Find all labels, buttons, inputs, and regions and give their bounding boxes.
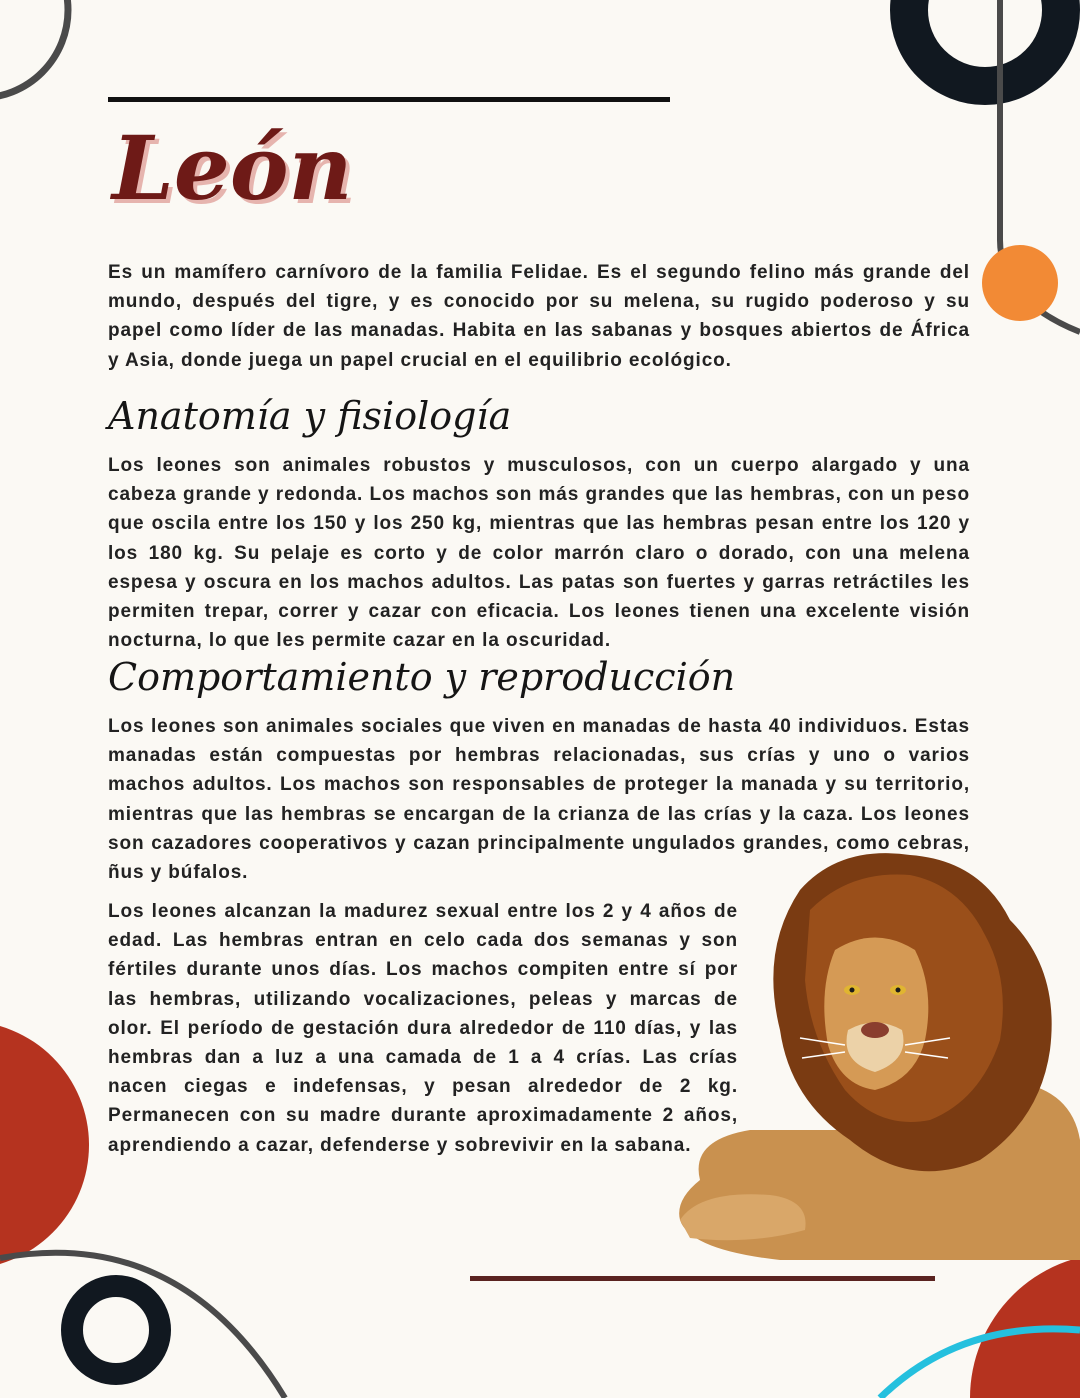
bottom-left-ring xyxy=(72,1286,160,1374)
lion-illustration xyxy=(660,840,1080,1260)
intro-paragraph: Es un mamífero carnívoro de la familia Felidae. Es el segundo felino más grande del mundo, después del tigre, y es conocido por su melena, su rugido poderoso y su papel como líder de las manadas. Habita en las sabanas y bosques abiertos de África y Asia, donde juega un papel crucial en el equilibrio ecológico. xyxy=(108,262,970,371)
top-right-ring xyxy=(909,0,1061,86)
orange-dot xyxy=(982,245,1058,321)
bottom-rule xyxy=(470,1276,935,1281)
lion-left-pupil xyxy=(850,988,855,993)
top-left-arc xyxy=(0,0,68,98)
section-heading-behavior: Comportamiento y reproducción xyxy=(108,655,736,699)
page-title: León xyxy=(112,116,353,220)
bottom-left-red-circle xyxy=(0,1021,89,1269)
lion-right-pupil xyxy=(896,988,901,993)
section-heading-anatomy: Anatomía y fisiología xyxy=(108,394,512,438)
top-rule xyxy=(108,97,670,102)
reproduction-paragraph: Los leones alcanzan la madurez sexual entre los 2 y 4 años de edad. Las hembras entran en celo cada dos semanas y son fértiles durante unos días. Los machos compiten entre sí por las hembras, utilizando vocalizaciones, peleas y marcas de olor. El período de gestación dura alrededor de 110 días, y las hembras dan a luz a una camada de 1 a 4 crías. Las crías nacen ciegas e indefensas, y pesan alrededor de 2 kg. Permanecen con su madre durante aproximadamente 2 años, aprendiendo a cazar, defenderse y sobrevivir en la sabana. xyxy=(108,901,738,1156)
anatomy-paragraph: Los leones son animales robustos y musculosos, con un cuerpo alargado y una cabeza grande y redonda. Los machos son más grandes que las hembras, con un peso que oscila entre los 150 y los 250 kg, mientras que las hembras pesan entre los 120 y los 180 kg. Su pelaje es corto y de color marrón claro o dorado, con una melena espesa y oscura en los machos adultos. Las patas son fuertes y garras retráctiles les permiten trepar, correr y cazar con eficacia. Los leones tienen una excelente visión nocturna, lo que les permite cazar en la oscuridad. xyxy=(108,455,970,652)
bottom-right-red-circle xyxy=(970,1253,1080,1398)
behavior-paragraph: Los leones son animales sociales que viven en manadas de hasta 40 individuos. Estas manadas están compuestas por hembras relacionadas, sus crías y uno o varios machos adultos. Los machos son responsables de proteger la manada y su territorio, mientras que las hembras se encargan de la crianza de las crías y la caza. Los leones son cazadores cooperativos y cazan principalmente ungulados grandes, como cebras, ñus y búfalos. xyxy=(108,716,970,884)
lion-nose xyxy=(861,1022,889,1038)
